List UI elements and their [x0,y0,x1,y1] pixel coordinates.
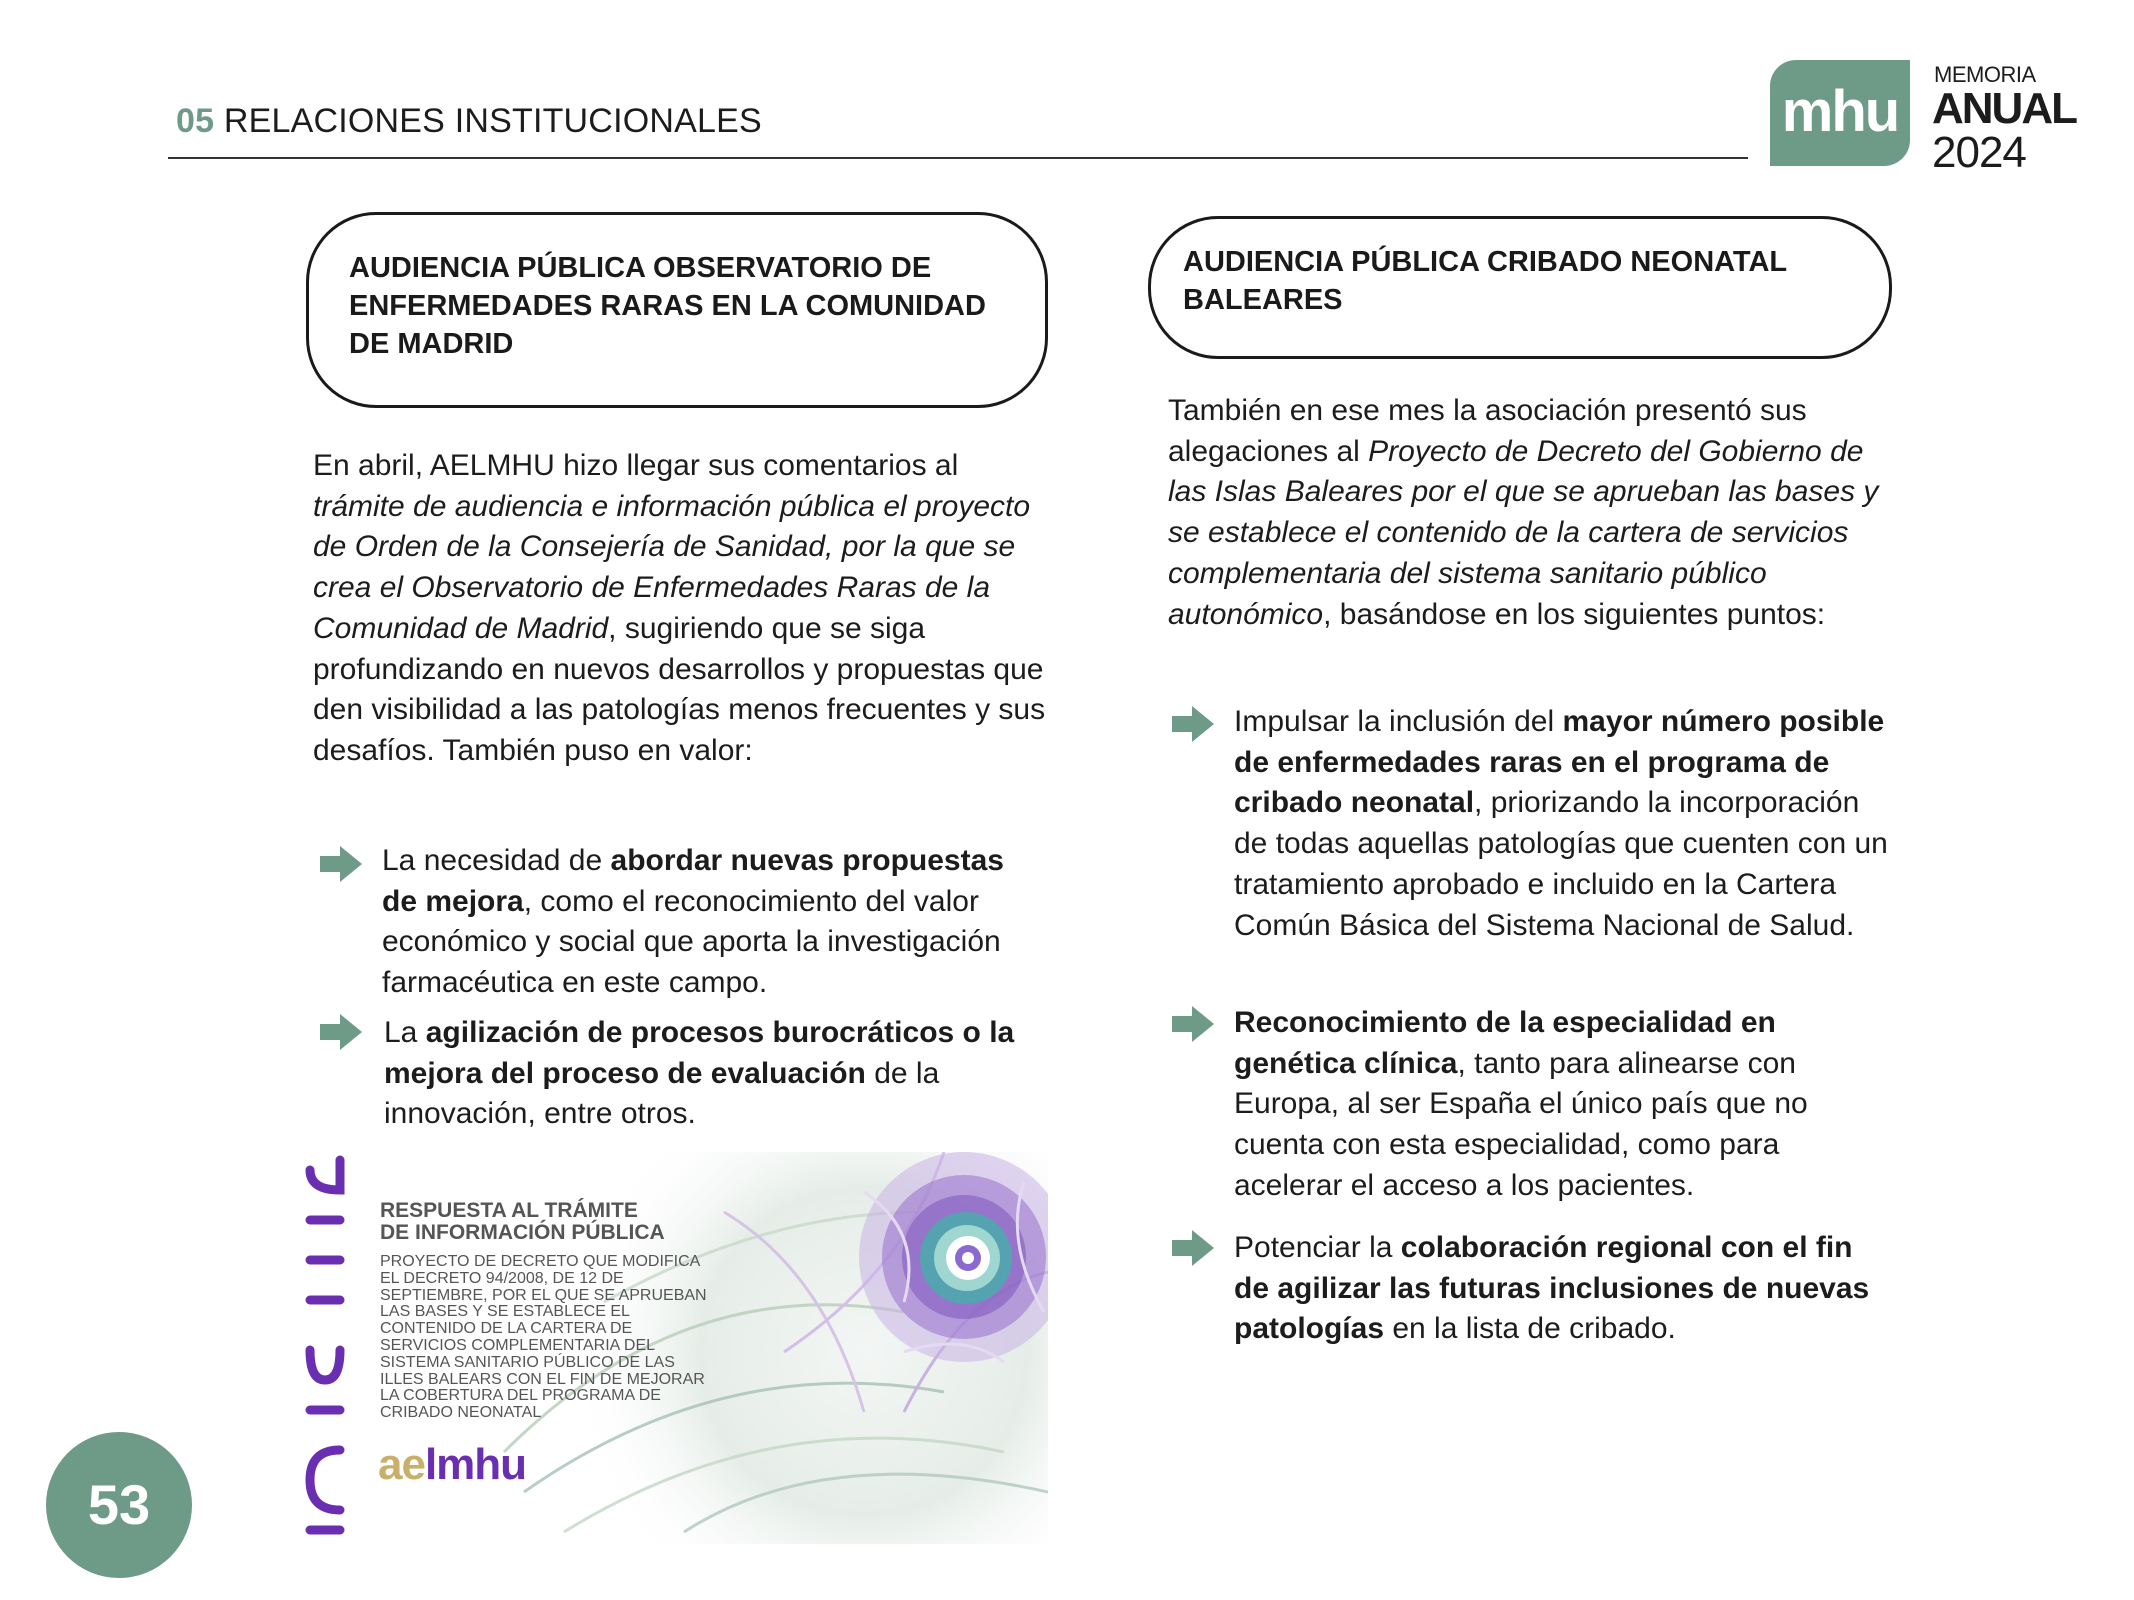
brand-ae: ae [378,1440,425,1489]
arrow-bullet-icon [1170,1004,1216,1044]
arrow-bullet-icon [1170,704,1216,744]
left-bullet-2 [384,1013,1044,1135]
text-run: En abril, AELMHU hizo llegar sus comentarios al [313,449,959,482]
section-number: 05 [176,102,215,140]
image-heading [380,1200,665,1244]
bold-text: agilización de procesos burocráticos o la mejora del proceso de evaluación [384,1016,1015,1090]
left-heading-pill [306,212,1048,408]
right-heading-pill [1148,216,1892,359]
text-run: Potenciar la [1234,1231,1401,1264]
year-label: 2024 [1932,128,2026,177]
bold-text: Reconocimiento de la especialidad en genética clínica [1234,1006,1776,1080]
right-intro-paragraph [1168,391,1903,635]
header-divider [168,157,1748,159]
text-run: , tanto para alinearse con Europa, al ser España el único país que no cuenta con esta especialidad, como para acelerar el acceso a los pacientes. [1234,1046,1808,1202]
text-run: , basándose en los siguientes puntos: [1323,597,1826,631]
aelmhu-vertical-logo [300,1150,350,1544]
text-run: , sugiriendo que se siga profundizando en nuevos desarrollos y propuestas que den visibilidad a las patologías menos frecuentes y sus desafíos. También puso en valor: [313,611,1046,767]
right-heading: AUDIENCIA PÚBLICA CRIBADO NEONATAL BALEARES [1183,246,1787,316]
left-bullet-1 [382,841,1042,1004]
memoria-label: MEMORIA [1934,62,2036,87]
image-body-text: PROYECTO DE DECRETO QUE MODIFICA EL DECRETO 94/2008, DE 12 DE SEPTIEMBRE, POR EL QUE SE APRUEBAN LAS BASES Y SE ESTABLECE EL CONTENIDO DE LA CARTERA DE SERVICIOS COMPLEMENTARIA DEL SISTEMA SANITARIO PÚBLICO DE LAS ILLES BALEARS CON EL FIN DE MEJORAR LA COBERTURA DEL PROGRAMA DE CRIBADO NEONATAL [380,1253,707,1422]
text-run: , priorizando la incorporación de todas aquellas patologías que cuenten con un tratamiento aprobado e incluido en la Cartera Común Básica del Sistema Nacional de Salud. [1234,786,1888,942]
bold-text: colaboración regional con el fin de agilizar las futuras inclusiones de nuevas patologías [1234,1231,1870,1346]
text-run: , como el reconocimiento del valor económico y social que aporta la investigación farmacéutica en este campo. [382,884,1001,1000]
brand-lmhu: lmhu [424,1440,527,1489]
italic-text: Proyecto de Decreto del Gobierno de las Islas Baleares por el que se aprueban las bases y se establece el contenido de la cartera de servicios complementaria del sistema sanitario público autonómico [1168,434,1879,631]
section-title [176,102,762,141]
image-heading-line-2: DE INFORMACIÓN PÚBLICA [380,1221,665,1244]
text-run: Impulsar la inclusión del [1234,705,1563,738]
page-number-badge [46,1432,192,1578]
image-heading-line-1: RESPUESTA AL TRÁMITE [380,1199,638,1222]
italic-text: trámite de audiencia e información pública el proyecto de Orden de la Consejería de Sanidad, por la que se crea el Observatorio de Enfermedades Raras de la Comunidad de Madrid [313,489,1031,645]
right-bullet-1 [1234,702,1894,946]
bold-text: abordar nuevas propuestas de mejora [382,844,1004,918]
right-bullet-2 [1234,1003,1894,1207]
mhu-logo-text: mhu [1781,79,1899,144]
right-bullet-3 [1234,1228,1894,1350]
section-title-text: RELACIONES INSTITUCIONALES [223,102,762,140]
text-run: La [384,1016,426,1049]
mhu-logo [1770,60,1910,166]
arrow-bullet-icon [318,844,364,884]
left-intro-paragraph [313,446,1053,772]
left-heading: AUDIENCIA PÚBLICA OBSERVATORIO DE ENFERMEDADES RARAS EN LA COMUNIDAD DE MADRID [349,252,986,360]
aelmhu-logo [378,1440,526,1490]
text-run: La necesidad de [382,844,611,877]
arrow-bullet-icon [318,1012,364,1052]
arrow-bullet-icon [1170,1228,1216,1268]
anual-label: ANUAL [1932,84,2076,133]
page-number: 53 [87,1473,151,1536]
bold-text: mayor número posible de enfermedades raras en el programa de cribado neonatal [1234,705,1885,820]
text-run: de la innovación, entre otros. [384,1056,940,1131]
public-consultation-image [304,1152,1048,1544]
text-run: También en ese mes la asociación presentó sus alegaciones al [1168,394,1807,468]
text-run: en la lista de cribado. [1384,1312,1676,1346]
